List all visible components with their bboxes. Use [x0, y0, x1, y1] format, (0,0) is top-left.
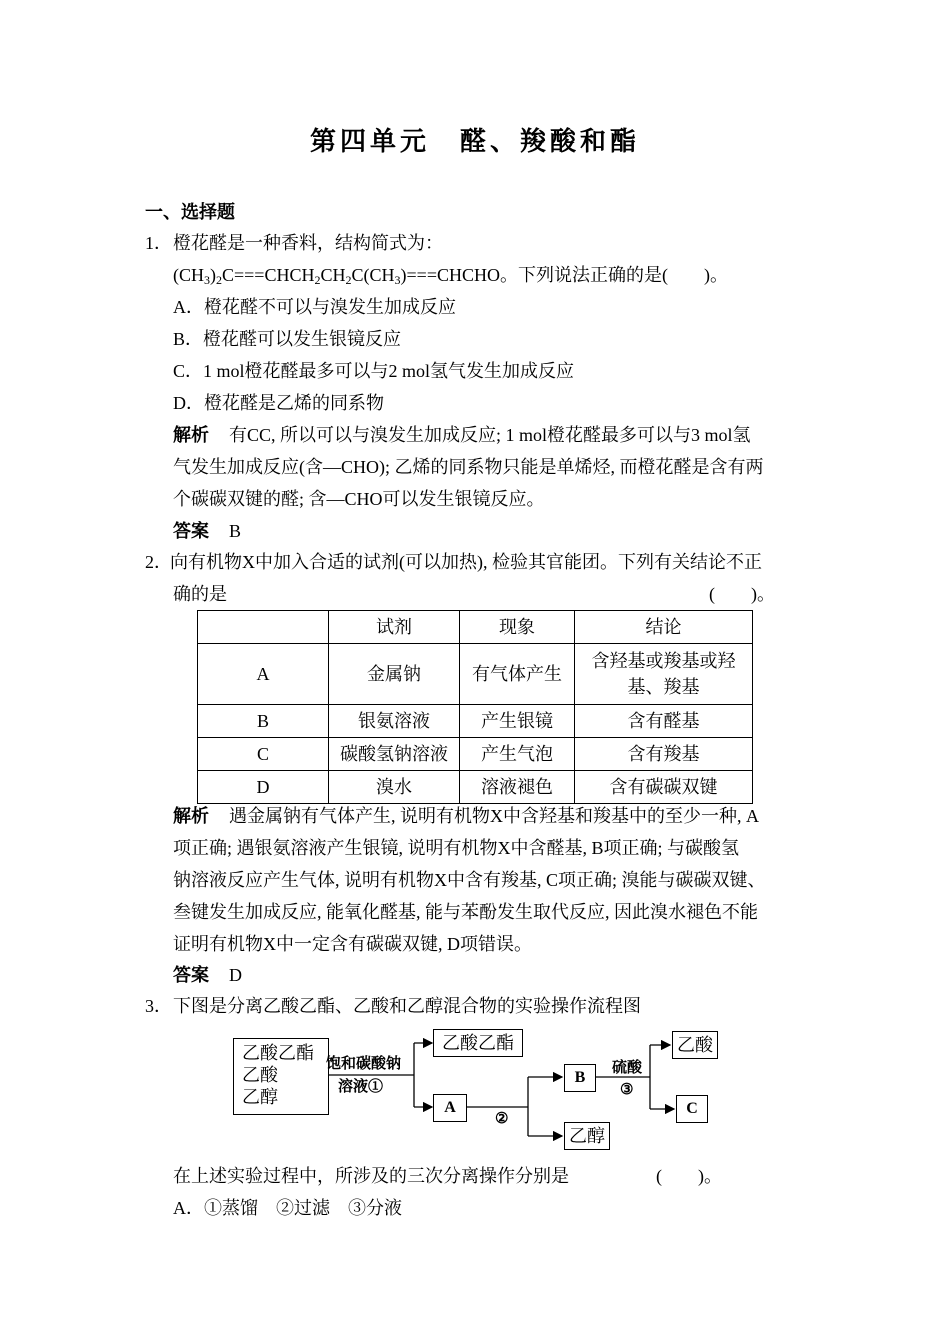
- q2-analysis-line: 钠溶液反应产生气体, 说明有机物X中含有羧基, C项正确; 溴能与碳碳双键、: [173, 870, 766, 890]
- flow-step2-label: ②: [495, 1111, 509, 1127]
- q1-analysis-label: 解析: [173, 425, 209, 445]
- q2-analysis-line: 证明有机物X中一定含有碳碳双键, D项错误。: [173, 934, 532, 954]
- q2-analysis-label: 解析: [173, 806, 209, 826]
- flow-box-a: A: [433, 1094, 467, 1122]
- q1-option-c: C．1 mol橙花醛最多可以与2 mol氢气发生加成反应: [173, 361, 575, 381]
- q3-stem: 下图是分离乙酸乙酯、乙酸和乙醇混合物的实验操作流程图: [173, 996, 641, 1016]
- flow-box-mixture: [233, 1038, 329, 1115]
- table-header-cell: 试剂: [329, 611, 460, 644]
- table-cell: 含有醛基: [575, 705, 753, 738]
- flow-box-ester: 乙酸乙酯: [433, 1029, 523, 1057]
- table-cell: 产生银镜: [460, 705, 575, 738]
- flow-step1-label: 饱和碳酸钠: [326, 1056, 402, 1072]
- table-cell: 溶液褪色: [460, 771, 575, 804]
- page-title: 第四单元 醛、羧酸和酯: [309, 127, 640, 156]
- q2-answer-paren: ( )。: [709, 584, 775, 604]
- table-cell: 含有羧基: [575, 738, 753, 771]
- q2-answer-label: 答案: [173, 965, 209, 985]
- q1-analysis-line: 有CC, 所以可以与溴发生加成反应; 1 mol橙花醛最多可以与3 mol氢: [229, 425, 751, 445]
- flow-step1-label: 溶液①: [338, 1079, 384, 1095]
- table-header-cell: 结论: [575, 611, 753, 644]
- q3-answer-paren: ( )。: [656, 1166, 722, 1186]
- q1-analysis-line: 个碳碳双键的醛; 含—CHO可以发生银镜反应。: [173, 489, 545, 509]
- flow-box-acid: 乙酸: [672, 1031, 718, 1059]
- q1-formula: $(CH_3)_2C===CHCH_2CH_2C(CH_3)===CHCHO$。下列说法正确的是( )。: [173, 265, 728, 287]
- table-cell: 金属钠: [329, 644, 460, 705]
- table-cell: 有气体产生: [460, 644, 575, 705]
- q2-answer: D: [229, 965, 242, 985]
- q1-answer-label: 答案: [173, 521, 209, 541]
- q1-stem: 橙花醛是一种香料，结构简式为：: [173, 233, 443, 253]
- table-cell: 碳酸氢钠溶液: [329, 738, 460, 771]
- q2-analysis-line: 项正确; 遇银氨溶液产生银镜, 说明有机物X中含醛基, B项正确; 与碳酸氢: [173, 838, 740, 858]
- q2-stem-line: 确的是: [173, 584, 227, 604]
- flow-box-ethanol: 乙醇: [564, 1122, 610, 1150]
- flow-step3-label: 硫酸: [612, 1060, 643, 1076]
- flow-box-c: C: [676, 1095, 708, 1123]
- table-cell: 产生气泡: [460, 738, 575, 771]
- table-cell: B: [198, 705, 329, 738]
- q2-analysis-line: 遇金属钠有气体产生, 说明有机物X中含羟基和羧基中的至少一种, A: [229, 806, 759, 826]
- q1-option-d: D．橙花醛是乙烯的同系物: [173, 393, 384, 413]
- flow-mixture-item: 乙醇: [242, 1087, 278, 1107]
- section-heading: 一、选择题: [145, 202, 235, 222]
- q3-question: 在上述实验过程中，所涉及的三次分离操作分别是: [173, 1166, 569, 1186]
- table-header-cell: 现象: [460, 611, 575, 644]
- q3-option-a: A．①蒸馏 ②过滤 ③分液: [173, 1198, 402, 1218]
- q1-option-a: A．橙花醛不可以与溴发生加成反应: [173, 297, 456, 317]
- q2-number: 2．: [145, 552, 172, 572]
- table-cell: 溴水: [329, 771, 460, 804]
- table-cell: A: [198, 644, 329, 705]
- flow-step3-label: ③: [620, 1082, 634, 1098]
- q1-number: 1．: [145, 233, 172, 253]
- flow-mixture-item: 乙酸: [242, 1065, 278, 1085]
- table-cell: C: [198, 738, 329, 771]
- table-cell: D: [198, 771, 329, 804]
- flow-box-b: B: [564, 1064, 596, 1092]
- table-cell: 含有碳碳双键: [575, 771, 753, 804]
- table-cell: 含羟基或羧基或羟基、羧基: [575, 644, 753, 705]
- flow-mixture-item: 乙酸乙酯: [242, 1043, 314, 1063]
- q2-analysis-line: 叁键发生加成反应, 能氧化醛基, 能与苯酚发生取代反应, 因此溴水褪色不能: [173, 902, 758, 922]
- q2-stem-line: 向有机物X中加入合适的试剂(可以加热), 检验其官能团。下列有关结论不正: [170, 552, 762, 572]
- q1-answer: B: [229, 521, 242, 541]
- q3-number: 3．: [145, 996, 172, 1016]
- q1-analysis-line: 气发生加成反应(含—CHO); 乙烯的同系物只能是单烯烃, 而橙花醛是含有两: [173, 457, 764, 477]
- q1-option-b: B．橙花醛可以发生银镜反应: [173, 329, 402, 349]
- table-cell: 银氨溶液: [329, 705, 460, 738]
